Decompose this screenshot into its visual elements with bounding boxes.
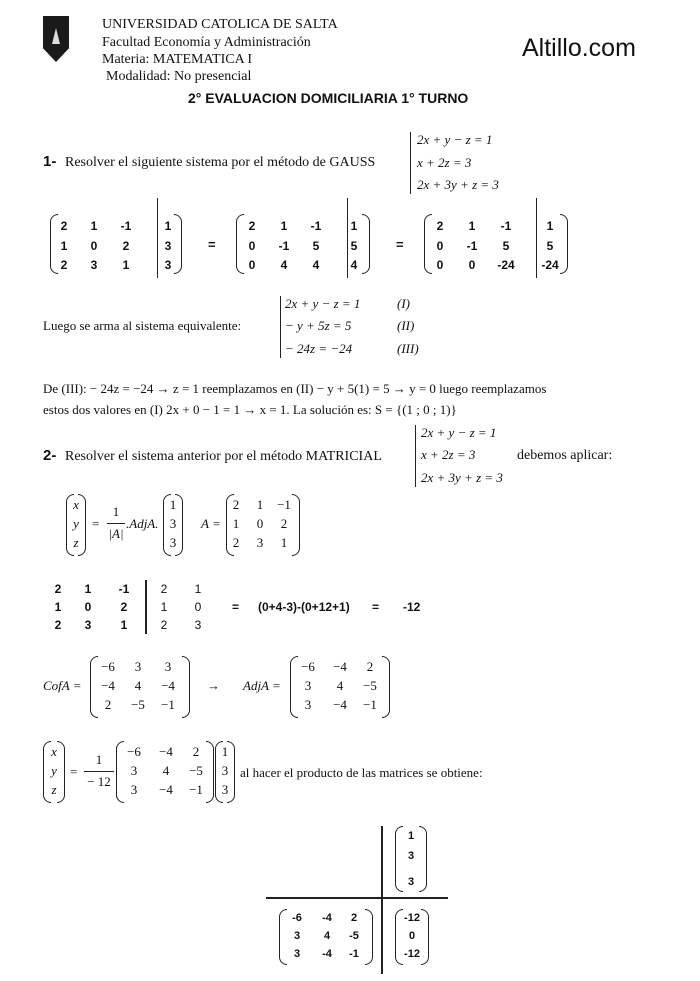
cell: -1	[310, 219, 322, 233]
final-xyz	[43, 741, 65, 803]
page-title: 2° EVALUACION DOMICILIARIA 1° TURNO	[188, 90, 469, 106]
gauss-matrix-3	[424, 214, 568, 274]
cell: 3	[256, 535, 264, 550]
formula-adj: .AdjA.	[126, 516, 159, 531]
cell: 2	[232, 535, 240, 550]
cell: 2	[436, 219, 444, 233]
cell: 2	[122, 239, 130, 253]
cell: 1	[221, 744, 229, 759]
cell: y	[73, 516, 79, 531]
cell: -24	[541, 258, 559, 272]
cell: -24	[497, 258, 515, 272]
cell: −6	[301, 659, 315, 674]
xyz-vector	[66, 494, 86, 556]
cell: 3	[84, 618, 92, 632]
cell: 1	[194, 582, 202, 596]
header-modality: Modalidad: No presencial	[106, 69, 252, 84]
product-horizontal-line	[266, 897, 448, 899]
cell: 2	[60, 219, 68, 233]
cell: 3	[90, 258, 98, 272]
equiv-tag-1: (I)	[397, 296, 410, 311]
cell: -1	[349, 948, 359, 960]
cell: 1	[160, 600, 168, 614]
cell: -4	[322, 912, 332, 924]
equiv-eq-3: − 24z = −24	[285, 341, 353, 356]
cell: 1	[169, 497, 177, 512]
cell: −6	[101, 659, 115, 674]
cell: 5	[546, 239, 554, 253]
equiv-tag-3: (III)	[397, 341, 419, 356]
cell: −5	[189, 763, 203, 778]
cell: 0	[248, 258, 256, 272]
cell: −5	[363, 678, 377, 693]
solution-line-2: estos dos valores en (I) 2x + 0 − 1 = 1 → x = 1. La solución es: S = {(1 ; 0 ; 1)}	[43, 402, 457, 417]
q1-eq-1: 2x + y − z = 1	[417, 132, 493, 147]
cell: 4	[312, 258, 320, 272]
equiv-label: Luego se arma al sistema equivalente:	[43, 318, 242, 333]
cell: 4	[350, 258, 358, 272]
q2-after: debemos aplicar:	[517, 448, 613, 463]
product-result-vector	[395, 909, 429, 965]
cell: −4	[161, 678, 175, 693]
cell: −4	[159, 782, 173, 797]
cell: 3	[304, 678, 312, 693]
cell: 3	[293, 930, 301, 942]
cell: 1	[232, 516, 240, 531]
cell: 2	[54, 582, 62, 596]
arrow-icon: →	[207, 678, 220, 693]
cell: 0	[408, 930, 416, 942]
cell: 0	[194, 600, 202, 614]
cell: -4	[322, 948, 332, 960]
final-frac-top: 1	[95, 752, 103, 767]
header-university: UNIVERSIDAD CATOLICA DE SALTA	[102, 17, 338, 32]
determinant-result: -12	[403, 600, 421, 614]
cell: 4	[134, 678, 142, 693]
cell: 3	[407, 876, 415, 888]
cell: -12	[404, 912, 420, 924]
cell: −4	[159, 744, 173, 759]
final-text: al hacer el producto de las matrices se obtiene:	[240, 765, 483, 780]
cell: z	[51, 782, 57, 797]
gauss-matrix-1	[50, 214, 182, 274]
cell: 1	[84, 582, 92, 596]
cell: 2	[350, 912, 358, 924]
cell: 2	[54, 618, 62, 632]
header-subject: Materia: MATEMATICA I	[102, 52, 253, 67]
cell: -1	[466, 239, 478, 253]
cell: 3	[304, 697, 312, 712]
cell: y	[51, 763, 57, 778]
q2-eq-2: x + 2z = 3	[421, 447, 476, 462]
cell: −1	[161, 697, 175, 712]
adj-label: AdjA =	[243, 678, 281, 693]
final-adj-matrix	[116, 741, 214, 803]
cell: 1	[280, 535, 288, 550]
a-label: A =	[201, 516, 221, 531]
cell: 3	[164, 239, 172, 253]
equals-sign: =	[396, 237, 404, 252]
cof-label: CofA =	[43, 678, 82, 693]
gauss-matrix-2	[236, 214, 370, 274]
cell: 1	[120, 618, 128, 632]
q2-number: 2-	[43, 447, 57, 464]
cell: -1	[500, 219, 512, 233]
equals-sign: =	[208, 237, 216, 252]
cell: 2	[120, 600, 128, 614]
equiv-eq-2: − y + 5z = 5	[285, 318, 352, 333]
cell: 3	[221, 782, 229, 797]
cell: −6	[127, 744, 141, 759]
cell: 3	[169, 535, 177, 550]
cell: 2	[60, 258, 68, 272]
cell: 3	[407, 850, 415, 862]
cell: 3	[134, 659, 142, 674]
final-frac-bot: − 12	[87, 774, 111, 789]
cell: 1	[256, 497, 264, 512]
cell: -1	[120, 219, 132, 233]
equiv-tag-2: (II)	[397, 318, 415, 333]
cell: 0	[436, 239, 444, 253]
cell: x	[51, 744, 57, 759]
adj-matrix	[290, 656, 390, 718]
sarrus-block	[46, 580, 202, 636]
cell: 4	[280, 258, 288, 272]
final-b-vector	[215, 741, 235, 803]
cell: 3	[164, 659, 172, 674]
cell: 0	[256, 516, 264, 531]
cell: 2	[104, 697, 112, 712]
q2-eq-3: 2x + 3y + z = 3	[421, 470, 503, 485]
cell: 1	[90, 219, 98, 233]
q1-system-brace	[410, 132, 411, 194]
cell: 3	[194, 618, 202, 632]
cell: 2	[192, 744, 200, 759]
cell: 1	[60, 239, 68, 253]
b-vector	[163, 494, 183, 556]
cell: 0	[90, 239, 98, 253]
cell: 3	[130, 763, 138, 778]
cell: 2	[160, 582, 168, 596]
q2-prompt: Resolver el sistema anterior por el método MATRICIAL	[65, 449, 382, 464]
cell: −1	[189, 782, 203, 797]
product-b-vector	[395, 826, 427, 892]
cell: −1	[277, 497, 291, 512]
cell: 1	[280, 219, 288, 233]
cof-matrix	[90, 656, 190, 718]
cell: 0	[84, 600, 92, 614]
cell: 5	[350, 239, 358, 253]
cell: -1	[278, 239, 290, 253]
cell: 3	[221, 763, 229, 778]
cell: 5	[502, 239, 510, 253]
cell: 2	[366, 659, 374, 674]
cell: 1	[546, 219, 554, 233]
cell: -5	[349, 930, 359, 942]
cell: 4	[162, 763, 170, 778]
header-faculty: Facultad Economía y Administración	[102, 35, 311, 50]
cell: 2	[160, 618, 168, 632]
product-adj-matrix	[279, 909, 373, 965]
q1-eq-3: 2x + 3y + z = 3	[417, 177, 499, 192]
cell: z	[73, 535, 79, 550]
cell: -12	[404, 948, 420, 960]
sarrus-expression: (0+4-3)-(0+12+1)	[258, 600, 350, 614]
matrix-a	[226, 494, 300, 556]
cell: 3	[164, 258, 172, 272]
cell: 3	[169, 516, 177, 531]
cell: -1	[118, 582, 130, 596]
cell: 4	[323, 930, 331, 942]
cell: 1	[164, 219, 172, 233]
solution-line-1: De (III): − 24z = −24 → z = 1 reemplazamos en (II) − y + 5(1) = 5 → y = 0 luego reemplazamos	[43, 381, 547, 396]
q1-prompt: Resolver el siguiente sistema por el método de GAUSS	[65, 155, 376, 170]
q1-eq-2: x + 2z = 3	[417, 155, 472, 170]
cell: 2	[280, 516, 288, 531]
cell: −5	[131, 697, 145, 712]
cell: 2	[232, 497, 240, 512]
q1-number: 1-	[43, 153, 57, 170]
cell: 1	[407, 830, 415, 842]
q2-system-brace	[415, 425, 416, 487]
cell: 1	[350, 219, 358, 233]
cell: −4	[101, 678, 115, 693]
cell: 0	[468, 258, 476, 272]
cell: 3	[293, 948, 301, 960]
brand-watermark: Altillo.com	[522, 34, 636, 62]
cell: x	[73, 497, 79, 512]
cell: 1	[468, 219, 476, 233]
q2-eq-1: 2x + y − z = 1	[421, 425, 497, 440]
cell: -6	[292, 912, 302, 924]
cell: 0	[436, 258, 444, 272]
cell: −1	[363, 697, 377, 712]
university-logo	[43, 16, 69, 62]
cell: 1	[122, 258, 130, 272]
product-vertical-line	[381, 826, 383, 974]
cell: 4	[336, 678, 344, 693]
formula-frac-top: 1	[112, 504, 120, 519]
cell: 0	[248, 239, 256, 253]
equiv-brace	[280, 296, 281, 358]
cell: −4	[333, 697, 347, 712]
formula-frac-bot: |A|	[108, 526, 124, 541]
cell: 3	[130, 782, 138, 797]
cell: 2	[248, 219, 256, 233]
cell: 1	[54, 600, 62, 614]
cell: 5	[312, 239, 320, 253]
cell: −4	[333, 659, 347, 674]
equiv-eq-1: 2x + y − z = 1	[285, 296, 361, 311]
